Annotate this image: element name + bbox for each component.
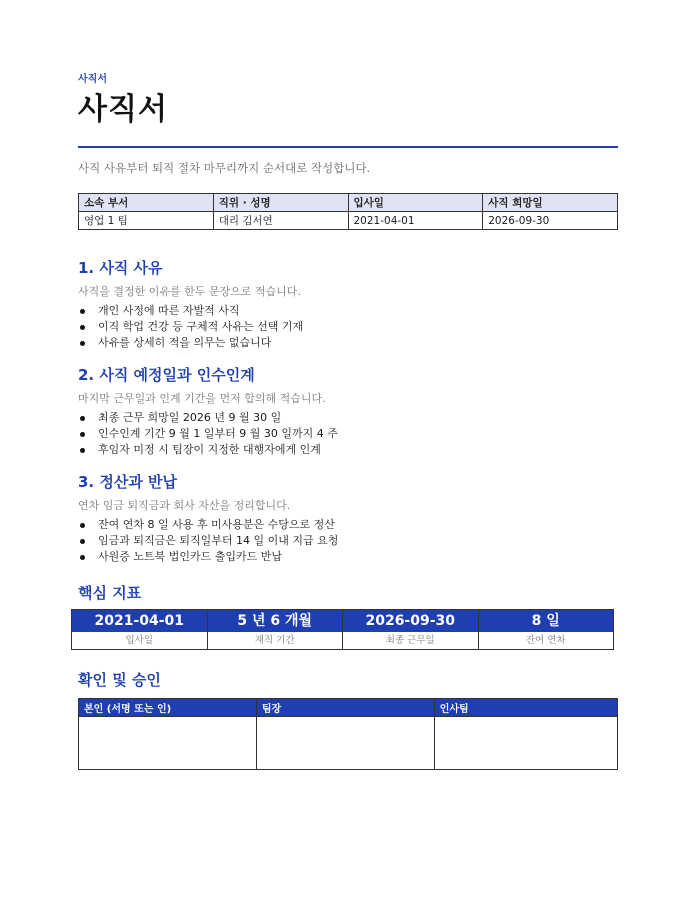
kpi-label-tenure: 재직 기간	[254, 635, 295, 646]
section-3-list	[78, 517, 338, 565]
list-item: 잔여 연차 8 일 사용 후 미사용분은 수당으로 정산	[78, 517, 338, 533]
kpi-label-leave: 잔여 연차	[525, 635, 566, 646]
document-title: 사직서	[78, 92, 168, 127]
section-2-list	[78, 410, 338, 458]
list-item: 사원증 노트북 법인카드 출입카드 반납	[78, 549, 338, 565]
section-2-desc: 마지막 근무일과 인계 기간을 먼저 합의해 적습니다.	[78, 392, 326, 405]
info-value-row	[79, 212, 618, 230]
approval-header-self: 본인 (서명 또는 인)	[79, 699, 257, 717]
list-item: 개인 사정에 따른 자발적 사직	[78, 303, 303, 319]
kpi-value-hire-date: 2021-04-01	[72, 610, 207, 632]
info-value-hire-date: 2021-04-01	[348, 212, 483, 230]
info-header-row	[79, 194, 618, 212]
document-intro: 사직 사유부터 퇴직 절차 마무리까지 순서대로 작성합니다.	[78, 161, 371, 175]
list-item: 이직 학업 건강 등 구체적 사유는 선택 기재	[78, 319, 303, 335]
kpi-value-leave: 8 일	[479, 610, 614, 632]
section-1-desc: 사직을 결정한 이유를 한두 문장으로 적습니다.	[78, 285, 301, 298]
approval-header-row	[79, 699, 618, 717]
signature-box-hr[interactable]	[434, 717, 617, 770]
employee-info-table	[78, 193, 618, 230]
section-1-title: 1. 사직 사유	[78, 259, 163, 277]
kpi-cell	[72, 610, 208, 649]
kpi-value-tenure: 5 년 6 개월	[208, 610, 343, 632]
list-item: 임금과 퇴직금은 퇴직일부터 14 일 이내 지급 요청	[78, 533, 338, 549]
kpi-value-last-day: 2026-09-30	[343, 610, 478, 632]
info-header-resign-date: 사직 희망일	[483, 194, 618, 212]
section-2-title: 2. 사직 예정일과 인수인계	[78, 366, 255, 384]
title-divider	[78, 146, 618, 148]
kpi-label-last-day: 최종 근무일	[385, 635, 435, 646]
document-kicker: 사직서	[78, 74, 107, 85]
signature-box-team-lead[interactable]	[256, 717, 434, 770]
info-header-position-name: 직위 · 성명	[213, 194, 348, 212]
section-3-desc: 연차 임금 퇴직금과 회사 자산을 정리합니다.	[78, 499, 291, 512]
kpi-cell	[208, 610, 344, 649]
signature-box-self[interactable]	[79, 717, 257, 770]
section-3-title: 3. 정산과 반납	[78, 473, 178, 491]
info-header-department: 소속 부서	[79, 194, 214, 212]
approval-title: 확인 및 승인	[78, 671, 161, 689]
approval-sign-row	[79, 717, 618, 770]
approval-table	[78, 698, 618, 770]
info-header-hire-date: 입사일	[348, 194, 483, 212]
list-item: 인수인계 기간 9 월 1 일부터 9 월 30 일까지 4 주	[78, 426, 338, 442]
list-item: 사유를 상세히 적을 의무는 없습니다	[78, 335, 303, 351]
info-value-resign-date: 2026-09-30	[483, 212, 618, 230]
approval-header-hr: 인사팀	[434, 699, 617, 717]
kpi-cell	[343, 610, 479, 649]
info-value-department: 영업 1 팀	[79, 212, 214, 230]
kpi-label-hire-date: 입사일	[125, 635, 154, 646]
section-1-list	[78, 303, 303, 351]
info-value-position-name: 대리 김서연	[213, 212, 348, 230]
kpi-table	[71, 609, 614, 650]
approval-header-team-lead: 팀장	[256, 699, 434, 717]
list-item: 최종 근무 희망일 2026 년 9 월 30 일	[78, 410, 338, 426]
list-item: 후임자 미정 시 팀장이 지정한 대행자에게 인계	[78, 442, 338, 458]
kpi-cell	[479, 610, 614, 649]
kpi-title: 핵심 지표	[78, 584, 142, 602]
